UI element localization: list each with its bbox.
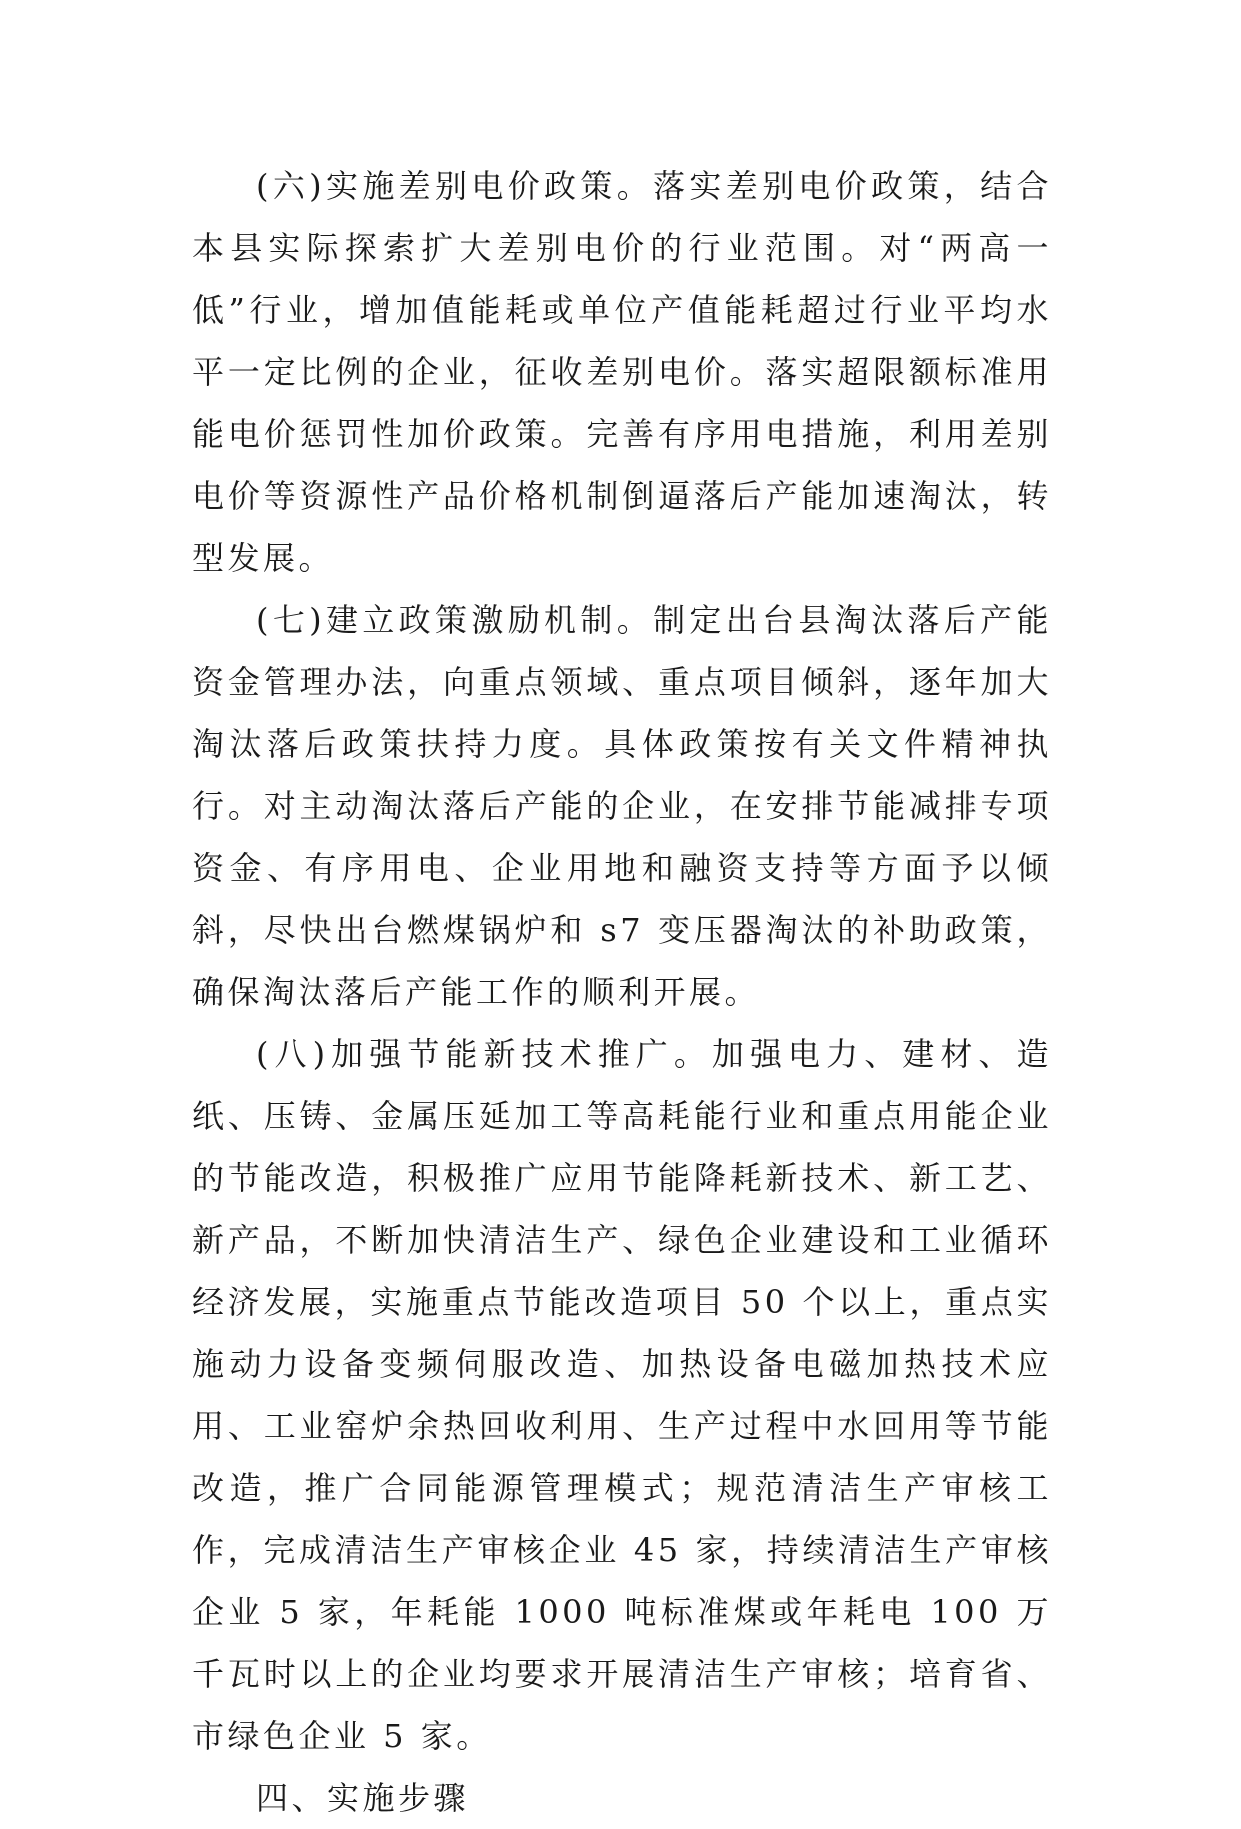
section-heading-implementation-steps: 四、实施步骤 (256, 1779, 470, 1817)
paragraph-energy-saving-technology: (八)加强节能新技术推广。加强电力、建材、造纸、压铸、金属压延加工等高耗能行业和重点用能企业的节能改造，积极推广应用节能降耗新技术、新工艺、新产品，不断加快清洁生产、绿色企业建设和工业循环经济发展，实施重点节能改造项目 50 个以上，重点实施动力设备变频伺服改造、加热设备电磁加热技术应用、工业窑炉余热回收利用、生产过程中水回用等节能改造，推广合同能源管理模式；规范清洁生产审核工作，完成清洁生产审核企业 45 家，持续清洁生产审核企业 5 家，年耗能 1000 吨标准煤或年耗电 100 万千瓦时以上的企业均要求开展清洁生产审核；培育省、市绿色企业 5 家。 (192, 1035, 1052, 1755)
paragraph-differential-pricing: (六)实施差别电价政策。落实差别电价政策，结合本县实际探索扩大差别电价的行业范围。对“两高一低”行业，增加值能耗或单位产值能耗超过行业平均水平一定比例的企业，征收差别电价。落实超限额标准用能电价惩罚性加价政策。完善有序用电措施，利用差别电价等资源性产品价格机制倒逼落后产能加速淘汰，转型发展。 (192, 167, 1052, 577)
paragraph-policy-incentives: (七)建立政策激励机制。制定出台县淘汰落后产能资金管理办法，向重点领域、重点项目倾斜，逐年加大淘汰落后政策扶持力度。具体政策按有关文件精神执行。对主动淘汰落后产能的企业，在安排节能减排专项资金、有序用电、企业用地和融资支持等方面予以倾斜，尽快出台燃煤锅炉和 s7 变压器淘汰的补助政策，确保淘汰落后产能工作的顺利开展。 (192, 601, 1052, 1011)
document-page (192, 155, 1052, 1829)
